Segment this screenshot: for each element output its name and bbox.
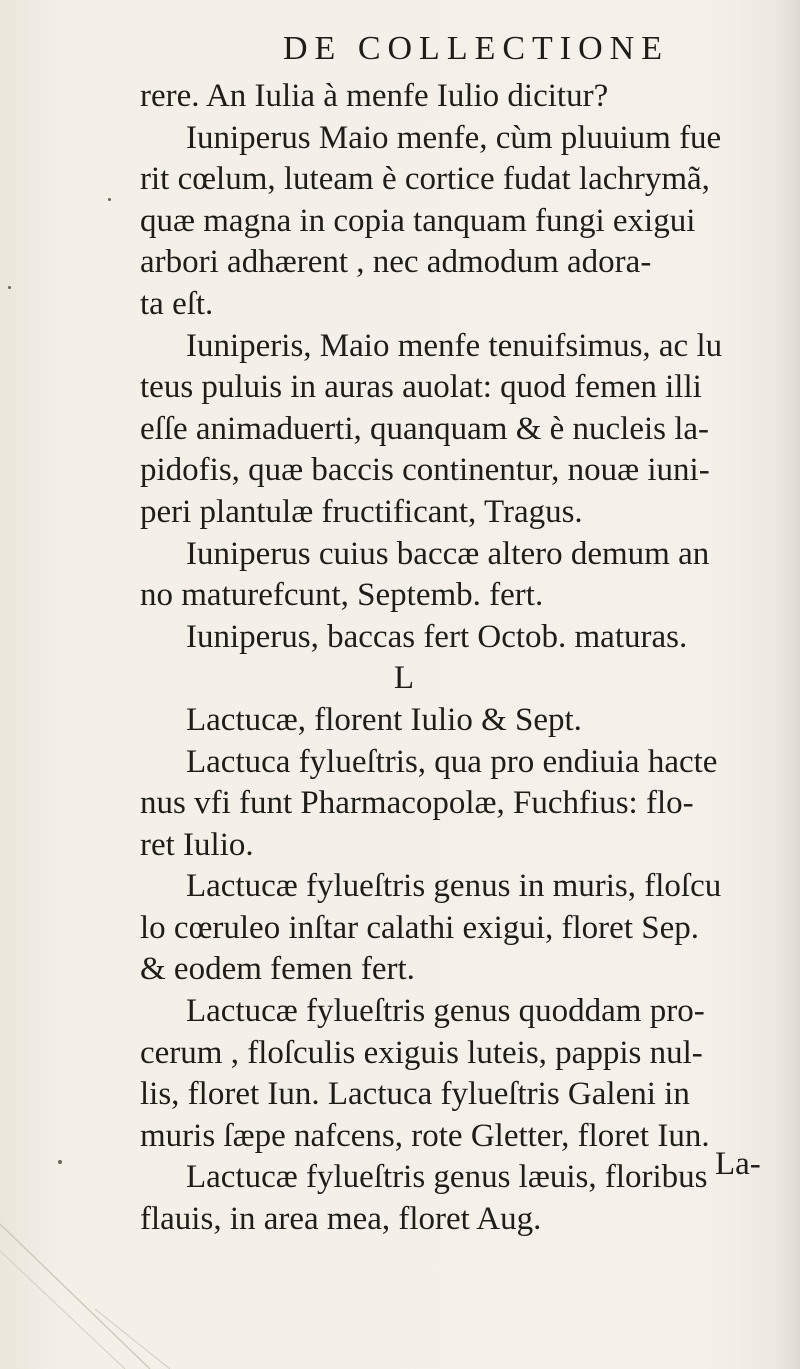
text-line-27: Lactucæ fylueſtris genus læuis, floribus xyxy=(186,1159,708,1196)
text-line-28: flauis, in area mea, floret Aug. xyxy=(140,1201,542,1238)
text-line-1: rere. An Iulia à menfe Iulio dicitur? xyxy=(140,78,609,114)
ink-speck xyxy=(8,286,11,289)
text-line-18: nus vfi funt Pharmacopolæ, Fuchfius: flo- xyxy=(140,785,694,822)
text-line-11: peri plantulæ fructificant, Tragus. xyxy=(140,493,583,530)
page-edge-shadow xyxy=(774,0,800,1369)
text-line-22: & eodem femen fert. xyxy=(140,951,415,988)
text-line-12: Iuniperus cuius baccæ altero demum an xyxy=(186,535,710,572)
text-line-21: lo cœruleo inſtar calathi exigui, floret Sep. xyxy=(140,909,699,946)
section-letter: L xyxy=(393,660,415,697)
text-line-14: Iuniperus, baccas fert Octob. maturas. xyxy=(186,618,688,655)
text-line-23: Lactucæ fylueſtris genus quoddam pro- xyxy=(186,993,705,1030)
text-line-10: pidofis, quæ baccis continentur, nouæ iuni- xyxy=(140,452,710,489)
text-line-19: ret Iulio. xyxy=(140,826,254,863)
running-head: DE COLLECTIONE xyxy=(283,30,670,67)
page-crease-lines xyxy=(0,1169,230,1369)
text-line-5: arbori adhærent , nec admodum adora- xyxy=(140,244,652,281)
text-line-24: cerum , floſculis exiguis luteis, pappis nul- xyxy=(140,1034,703,1071)
ink-speck xyxy=(58,1160,62,1164)
text-line-13: no maturefcunt, Septemb. fert. xyxy=(140,577,544,614)
ink-speck xyxy=(108,198,111,201)
text-line-16: Lactucæ, florent Iulio & Sept. xyxy=(186,701,582,738)
text-line-4: quæ magna in copia tanquam fungi exigui xyxy=(140,202,696,239)
text-line-6: ta eſt. xyxy=(140,285,214,322)
catchword: La- xyxy=(715,1146,761,1182)
text-line-25: lis, floret Iun. Lactuca fylueſtris Galeni in xyxy=(140,1076,690,1113)
text-line-3: rit cœlum, luteam è cortice fudat lachrymã, xyxy=(140,161,710,198)
text-line-2: Iuniperus Maio menfe, cùm pluuium fue xyxy=(186,119,722,156)
text-line-17: Lactuca fylueſtris, qua pro endiuia hacte xyxy=(186,743,718,780)
text-line-7: Iuniperis, Maio menfe tenuifsimus, ac lu xyxy=(186,327,723,364)
text-line-20: Lactucæ fylueſtris genus in muris, floſcu xyxy=(186,868,722,905)
text-line-26: muris ſæpe nafcens, rote Gletter, floret Iun. xyxy=(140,1117,710,1154)
text-line-8: teus puluis in auras auolat: quod femen illi xyxy=(140,369,702,406)
text-line-9: eſſe animaduerti, quanquam & è nucleis la- xyxy=(140,410,710,447)
body-text xyxy=(140,76,760,1241)
